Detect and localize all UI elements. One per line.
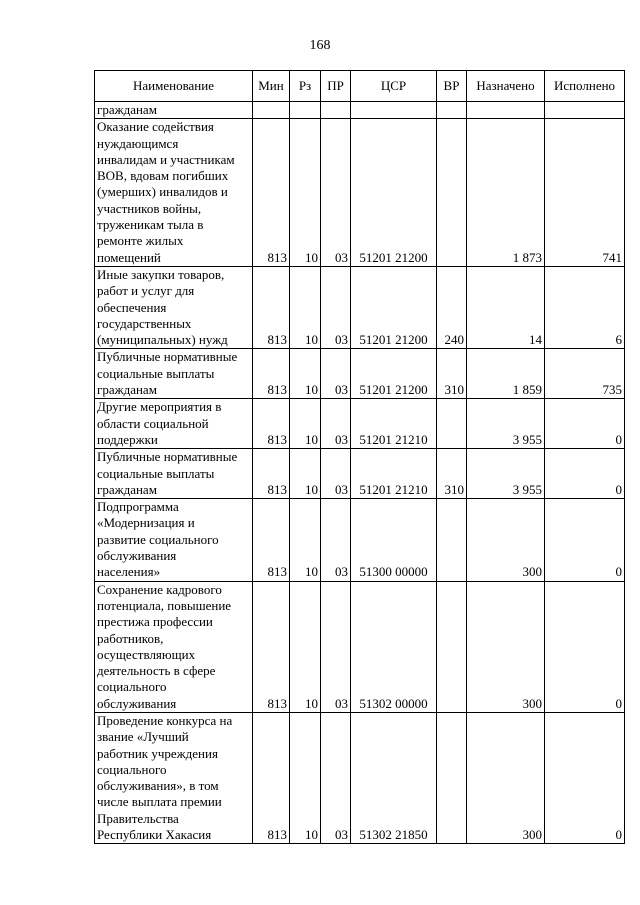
header-rz: Рз [290, 71, 321, 102]
header-name: Наименование [95, 71, 253, 102]
cell-csr: 51300 00000 [351, 499, 437, 581]
cell-name: Другие мероприятия в области социальной поддержки [95, 399, 253, 449]
cell-rz: 10 [290, 399, 321, 449]
cell-csr: 51302 21850 [351, 712, 437, 843]
header-csr: ЦСР [351, 71, 437, 102]
cell-pr: 03 [321, 399, 351, 449]
cell-executed [545, 102, 625, 119]
cell-executed: 735 [545, 349, 625, 399]
cell-executed: 0 [545, 499, 625, 581]
cell-rz: 10 [290, 712, 321, 843]
cell-assigned: 3 955 [467, 399, 545, 449]
header-vr: ВР [437, 71, 467, 102]
table-row [95, 266, 625, 348]
table-row [95, 712, 625, 843]
cell-name: гражданам [95, 102, 253, 119]
cell-rz: 10 [290, 499, 321, 581]
cell-min: 813 [253, 119, 290, 267]
cell-min: 813 [253, 449, 290, 499]
cell-rz: 10 [290, 266, 321, 348]
cell-name: Иные закупки товаров, работ и услуг для обеспечения государственных (муниципальных) нужд [95, 266, 253, 348]
cell-csr: 51201 21200 [351, 119, 437, 267]
cell-executed: 0 [545, 449, 625, 499]
cell-assigned: 3 955 [467, 449, 545, 499]
cell-vr: 310 [437, 349, 467, 399]
table-row [95, 119, 625, 267]
table-row [95, 581, 625, 712]
budget-table [94, 70, 625, 844]
cell-csr [351, 102, 437, 119]
cell-vr: 310 [437, 449, 467, 499]
header-executed: Исполнено [545, 71, 625, 102]
cell-rz: 10 [290, 119, 321, 267]
cell-csr: 51302 00000 [351, 581, 437, 712]
cell-rz [290, 102, 321, 119]
cell-assigned: 300 [467, 712, 545, 843]
cell-pr: 03 [321, 499, 351, 581]
cell-vr [437, 581, 467, 712]
cell-name: Публичные нормативные социальные выплаты гражданам [95, 449, 253, 499]
cell-name: Проведение конкурса на звание «Лучший работник учреждения социального обслуживания», в том числе выплата премии Правительства Республики Хакасия [95, 712, 253, 843]
cell-assigned: 300 [467, 499, 545, 581]
cell-min [253, 102, 290, 119]
cell-executed: 6 [545, 266, 625, 348]
cell-executed: 0 [545, 712, 625, 843]
cell-rz: 10 [290, 581, 321, 712]
cell-csr: 51201 21210 [351, 399, 437, 449]
cell-pr: 03 [321, 349, 351, 399]
cell-rz: 10 [290, 349, 321, 399]
cell-name: Публичные нормативные социальные выплаты гражданам [95, 349, 253, 399]
cell-pr: 03 [321, 119, 351, 267]
table-row [95, 102, 625, 119]
cell-assigned: 14 [467, 266, 545, 348]
cell-pr: 03 [321, 266, 351, 348]
page-number: 168 [309, 38, 331, 53]
cell-min: 813 [253, 712, 290, 843]
cell-executed: 0 [545, 581, 625, 712]
cell-min: 813 [253, 499, 290, 581]
header-min: Мин [253, 71, 290, 102]
header-pr: ПР [321, 71, 351, 102]
cell-pr: 03 [321, 712, 351, 843]
table-row [95, 399, 625, 449]
cell-csr: 51201 21200 [351, 349, 437, 399]
cell-assigned [467, 102, 545, 119]
cell-executed: 0 [545, 399, 625, 449]
cell-assigned: 300 [467, 581, 545, 712]
cell-min: 813 [253, 266, 290, 348]
cell-min: 813 [253, 349, 290, 399]
cell-pr: 03 [321, 581, 351, 712]
cell-vr [437, 399, 467, 449]
cell-min: 813 [253, 581, 290, 712]
cell-vr [437, 499, 467, 581]
cell-vr: 240 [437, 266, 467, 348]
cell-csr: 51201 21210 [351, 449, 437, 499]
header-assigned: Назначено [467, 71, 545, 102]
cell-rz: 10 [290, 449, 321, 499]
cell-pr [321, 102, 351, 119]
cell-vr [437, 119, 467, 267]
cell-name: Оказание содействия нуждающимся инвалидам и участникам ВОВ, вдовам погибших (умерших) инвалидов и участников войны, труженикам тыла в ремонте жилых помещений [95, 119, 253, 267]
table-header-row [95, 71, 625, 102]
cell-pr: 03 [321, 449, 351, 499]
cell-name: Подпрограмма «Модернизация и развитие социального обслуживания населения» [95, 499, 253, 581]
cell-name: Сохранение кадрового потенциала, повышение престижа профессии работников, осуществляющих деятельность в сфере социального обслуживания [95, 581, 253, 712]
cell-vr [437, 712, 467, 843]
cell-vr [437, 102, 467, 119]
cell-executed: 741 [545, 119, 625, 267]
table-row [95, 499, 625, 581]
cell-csr: 51201 21200 [351, 266, 437, 348]
cell-assigned: 1 873 [467, 119, 545, 267]
cell-assigned: 1 859 [467, 349, 545, 399]
table-row [95, 449, 625, 499]
cell-min: 813 [253, 399, 290, 449]
table-row [95, 349, 625, 399]
